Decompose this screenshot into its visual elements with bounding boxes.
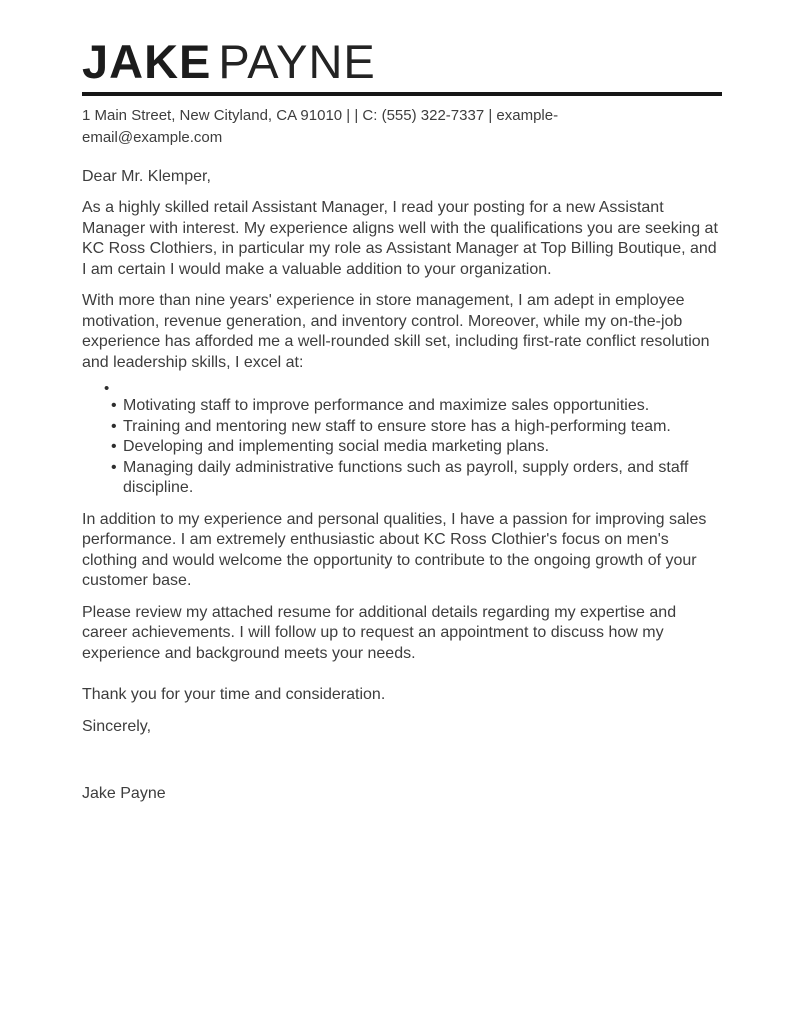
paragraph-experience: With more than nine years' experience in store management, I am adept in employee motivation, revenue generation, and inventory control. Moreover, while my on-the-job experience has afforded me a well-rounded skill set, including first-rate conflict resolution and leadership skills, I excel at: [82,292,710,371]
paragraph-resume: Please review my attached resume for additional details regarding my expertise and career achievements. I will follow up to request an appointment to discuss how my experience and background meets your needs. [82,603,677,662]
letter-body [82,167,722,804]
salutation: Dear Mr. Klemper, [82,168,211,185]
list-item-training: • Training and mentoring new staff to ensure store has a high-performing team. [123,417,722,438]
candidate-last-name: PAYNE [218,35,376,88]
contact-info: 1 Main Street, New Cityland, CA 91010 | | C: (555) 322-7337 | example-email@example.com [82,107,559,146]
stray-bullet-icon: • [104,380,110,397]
signature-name: Jake Payne [82,784,166,802]
list-item-managing: • Managing daily administrative functions such as payroll, supply orders, and staff discipline. [123,458,722,499]
paragraph-thanks: Thank you for your time and consideration. [82,686,386,703]
paragraph-intro: As a highly skilled retail Assistant Manager, I read your posting for a new Assistant Manager with interest. My experience aligns well with the qualifications you are seeking at KC Ross Clothiers, in particular my role as Assistant Manager at Top Billing Boutique, and I am certain I would make a valuable addition to your organization. [82,199,718,278]
candidate-name [82,35,722,96]
skills-list [82,396,722,499]
letter-header [82,35,722,149]
candidate-first-name: JAKE [82,35,212,88]
list-item-developing: • Developing and implementing social media marketing plans. [123,437,722,458]
paragraph-passion: In addition to my experience and personal qualities, I have a passion for improving sales performance. I am extremely enthusiastic about KC Ross Clothier's focus on men's clothing and would welcome the opportunity to contribute to the ongoing growth of your customer base. [82,510,707,589]
closing: Sincerely, [82,717,152,735]
list-item-motivating: • Motivating staff to improve performance and maximize sales opportunities. [123,396,722,417]
